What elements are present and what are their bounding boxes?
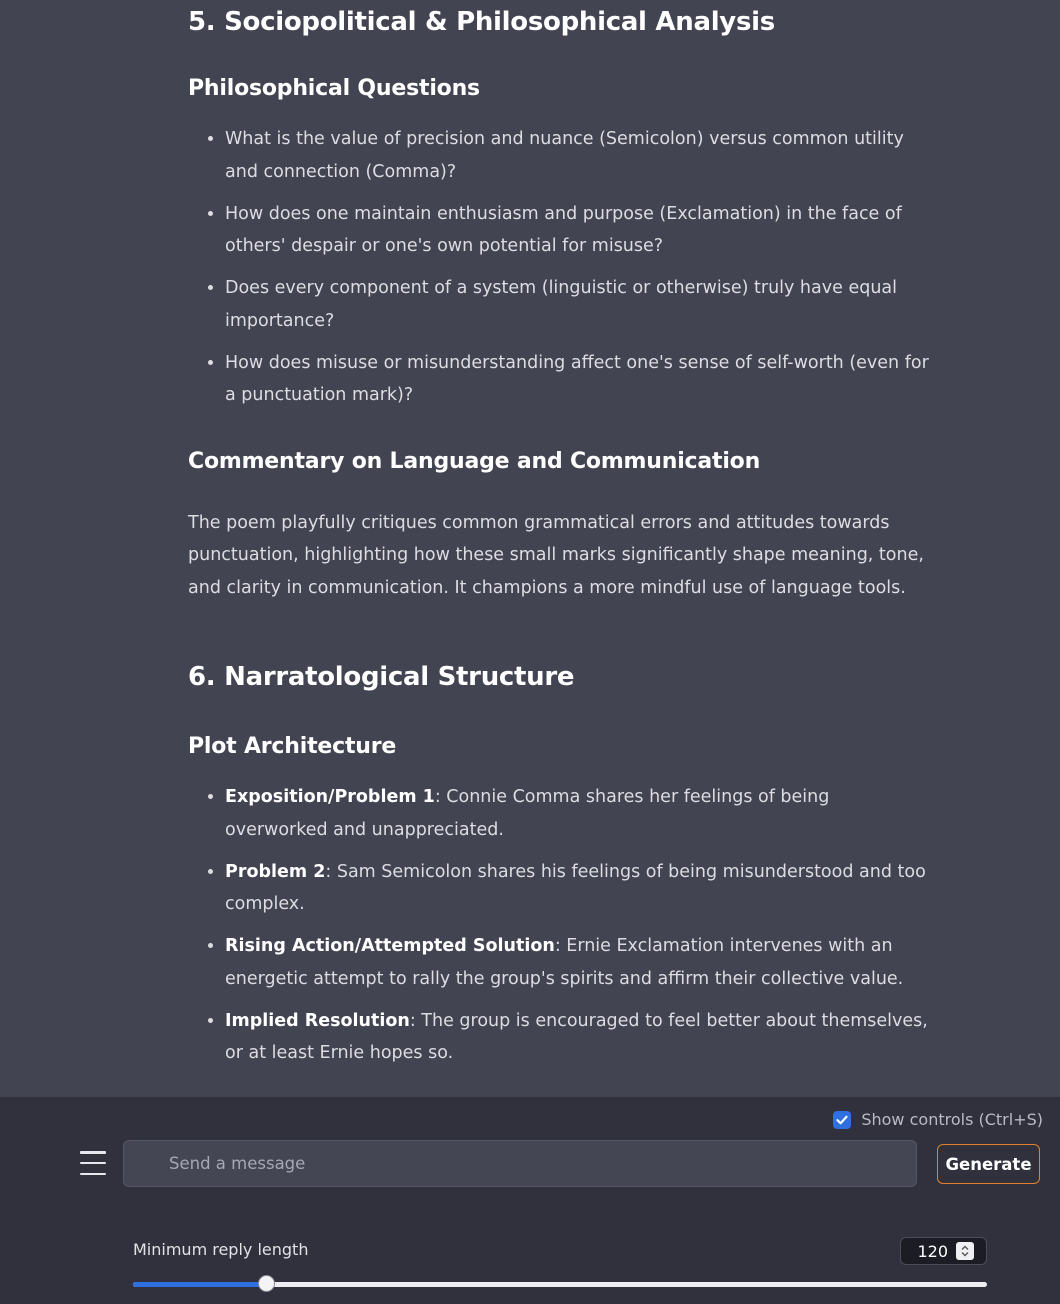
- list-item: • How does misuse or misunderstanding affect one's sense of self-worth (even for a punctuation mark)?: [225, 347, 933, 412]
- commentary-paragraph: The poem playfully critiques common grammatical errors and attitudes towards punctuation, highlighting how these small marks significantly shape meaning, tone, and clarity in communication. It champions a more mindful use of language tools.: [188, 512, 924, 598]
- list-item: [225, 781, 933, 846]
- list-item: • How does one maintain enthusiasm and purpose (Exclamation) in the face of others' despair or one's own potential for misuse?: [225, 198, 933, 263]
- checkmark-icon: [835, 1113, 849, 1127]
- hamburger-icon[interactable]: [80, 1150, 106, 1176]
- list-item-text: : Connie Comma shares her feelings of being overworked and unappreciated.: [225, 787, 830, 840]
- commentary-heading: Commentary on Language and Communication: [188, 448, 761, 474]
- slider-thumb[interactable]: [258, 1275, 275, 1292]
- plot-architecture-heading: Plot Architecture: [188, 734, 397, 759]
- input-controls-bar: [0, 1097, 1060, 1304]
- generate-button[interactable]: Generate: [937, 1144, 1040, 1184]
- spinner-icon[interactable]: [956, 1242, 974, 1260]
- show-controls-checkbox[interactable]: [833, 1111, 851, 1129]
- list-item: • Does every component of a system (linguistic or otherwise) truly have equal importance?: [225, 272, 933, 337]
- list-item-term: Rising Action/Attempted Solution: [225, 936, 555, 956]
- min-reply-length-label: Minimum reply length: [133, 1240, 309, 1259]
- message-input[interactable]: [123, 1140, 917, 1187]
- list-item-text: : Ernie Exclamation intervenes with an energetic attempt to rally the group's spirits and affirm their collective value.: [225, 936, 904, 989]
- list-item-term: Problem 2: [225, 861, 326, 882]
- list-item-term: Exposition/Problem 1: [225, 787, 435, 807]
- list-item-text: : Sam Semicolon shares his feelings of being misunderstood and too complex.: [225, 861, 926, 914]
- slider-fill: [133, 1282, 267, 1287]
- list-item: • What is the value of precision and nuance (Semicolon) versus common utility and connection (Comma)?: [225, 123, 933, 188]
- plot-architecture-list: [188, 781, 933, 1070]
- list-item: [225, 856, 933, 921]
- assistant-message: [188, 0, 933, 1079]
- show-controls-toggle[interactable]: [833, 1110, 1043, 1129]
- section-heading-5: 5. Sociopolitical & Philosophical Analysis: [188, 7, 775, 37]
- list-item-text: : The group is encouraged to feel better about themselves, or at least Ernie hopes so.: [225, 1010, 928, 1063]
- philosophical-questions-heading: Philosophical Questions: [188, 76, 480, 101]
- show-controls-label: Show controls (Ctrl+S): [861, 1110, 1043, 1129]
- section-heading-6: 6. Narratological Structure: [188, 662, 575, 692]
- list-item-term: Implied Resolution: [225, 1010, 410, 1031]
- min-reply-length-number-input[interactable]: [900, 1237, 987, 1265]
- philosophical-questions-list: [188, 123, 933, 412]
- list-item: [225, 1005, 933, 1070]
- list-item: [225, 930, 933, 995]
- min-reply-length-value: 120: [917, 1242, 948, 1261]
- min-reply-length-slider[interactable]: [133, 1282, 987, 1287]
